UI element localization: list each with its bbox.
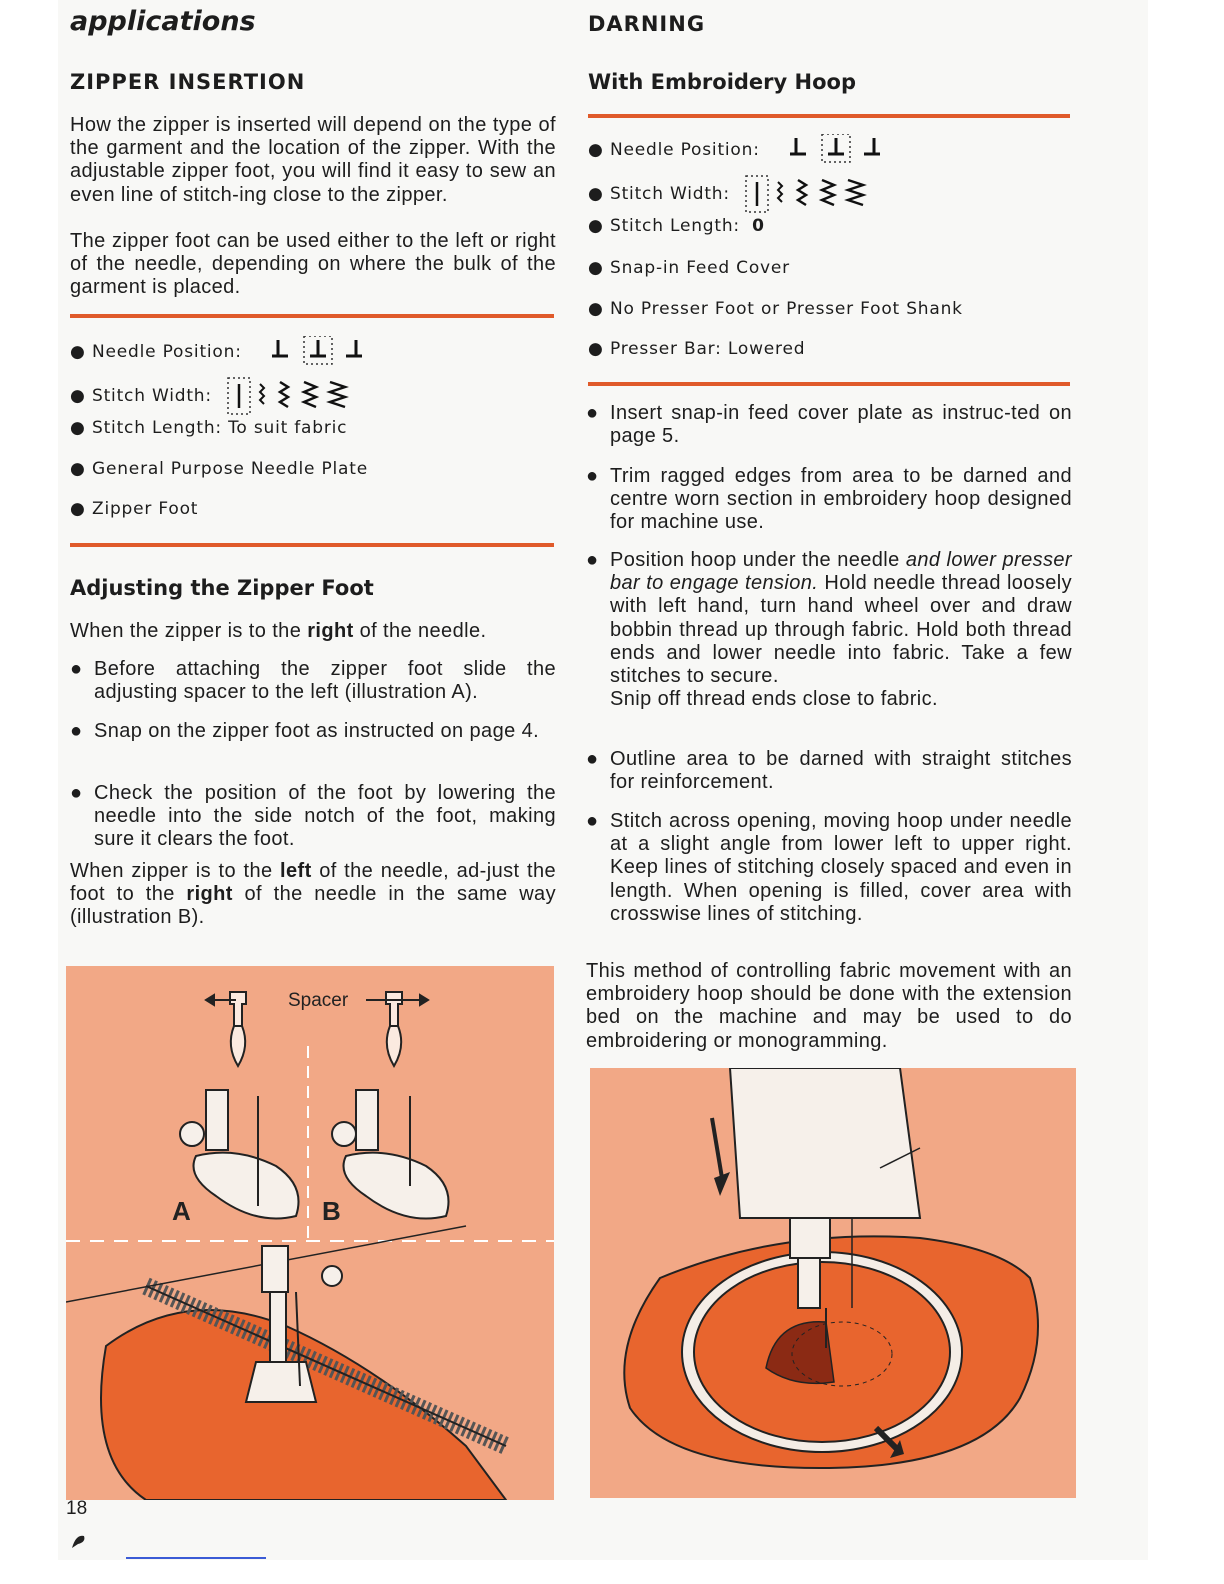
setting-no-presser-foot: ● No Presser Foot or Presser Foot Shank <box>588 299 963 319</box>
label-a: A <box>172 1196 191 1226</box>
embroidery-hoop-title: With Embroidery Hoop <box>588 70 856 94</box>
darning-step-5: ● Stitch across opening, moving hoop under needle at a slight angle from lower left to upper right. Keep lines of stitching closely spaced and even in length. When opening is filled, cover area with crosswise lines of stitching. <box>586 810 1072 925</box>
divider-rule <box>588 382 1070 386</box>
zipper-section-title: ZIPPER INSERTION <box>70 70 306 94</box>
setting-stitch-length: ● Stitch Length: 0 <box>588 216 765 236</box>
setting-stitch-width: ● Stitch Width: <box>588 174 894 214</box>
when-left-text: When zipper is to the left of the needle, ad-just the foot to the right of the needle in the same way (illustration B). <box>70 860 556 929</box>
divider-rule <box>588 114 1070 118</box>
stitch-width-icon <box>226 376 376 416</box>
mark-icon <box>68 1532 90 1552</box>
zipper-intro-p2: The zipper foot can be used either to the left or right of the needle, depending on where the bulk of the garment is placed. <box>70 230 556 299</box>
setting-presser-bar: ● Presser Bar: Lowered <box>588 339 806 359</box>
darning-section-title: DARNING <box>588 12 706 36</box>
darning-step-3: ● Position hoop under the needle and lower presser bar to engage tension. Hold needle thread loosely with left hand, turn hand wheel over and draw bobbin thread up through fabric. Hold both thread ends and lower needle into fabric. Take a few stitches to secure. Snip off thread ends close to fabric. <box>586 549 1072 711</box>
setting-needle-position: ● Needle Position: <box>588 134 888 166</box>
setting-needle-position: ● Needle Position: <box>70 336 370 368</box>
when-right-text: When the zipper is to the right of the needle. <box>70 620 487 642</box>
embroidery-hoop-illustration <box>590 1068 1076 1498</box>
setting-feed-cover: ● Snap-in Feed Cover <box>588 258 790 278</box>
darning-closing-text: This method of controlling fabric movement with an embroidery hoop should be done with the extension bed on the machine and may be used to do embroidering or monogramming. <box>586 960 1072 1052</box>
darning-step-4: ● Outline area to be darned with straight stitches for reinforcement. <box>586 748 1072 794</box>
needle-position-icon <box>788 134 888 166</box>
page-header: applications <box>70 6 256 37</box>
needle-position-icon <box>270 336 370 368</box>
zipper-intro-p1: How the zipper is inserted will depend on the type of the garment and the location of the zipper. With the adjustable zipper foot, you will find it easy to sew an even line of stitch-ing close to the zipper. <box>70 114 556 206</box>
page-number: 18 <box>66 1498 88 1519</box>
darning-step-2: ● Trim ragged edges from area to be darned and centre worn section in embroidery hoop designed for machine use. <box>586 465 1072 534</box>
setting-stitch-length: ● Stitch Length: To suit fabric <box>70 418 348 438</box>
label-b: B <box>322 1196 341 1226</box>
zipper-step-2: ● Snap on the zipper foot as instructed on page 4. <box>70 720 540 742</box>
divider-rule <box>70 543 554 547</box>
stitch-width-icon <box>744 174 894 214</box>
zipper-step-3: ● Check the position of the foot by lowering the needle into the side notch of the foot, making sure it clears the foot. <box>70 782 556 851</box>
spacer-label: Spacer <box>288 990 349 1011</box>
adjusting-foot-title: Adjusting the Zipper Foot <box>70 576 374 600</box>
setting-needle-plate: ● General Purpose Needle Plate <box>70 459 368 479</box>
darning-step-1: ● Insert snap-in feed cover plate as instruc-ted on page 5. <box>586 402 1072 448</box>
setting-zipper-foot: ● Zipper Foot <box>70 499 199 519</box>
divider-rule <box>70 314 554 318</box>
zipper-foot-illustration <box>66 966 554 1500</box>
setting-stitch-width: ● Stitch Width: <box>70 376 376 416</box>
zipper-step-1: ● Before attaching the zipper foot slide the adjusting spacer to the left (illustration A). <box>70 658 556 704</box>
